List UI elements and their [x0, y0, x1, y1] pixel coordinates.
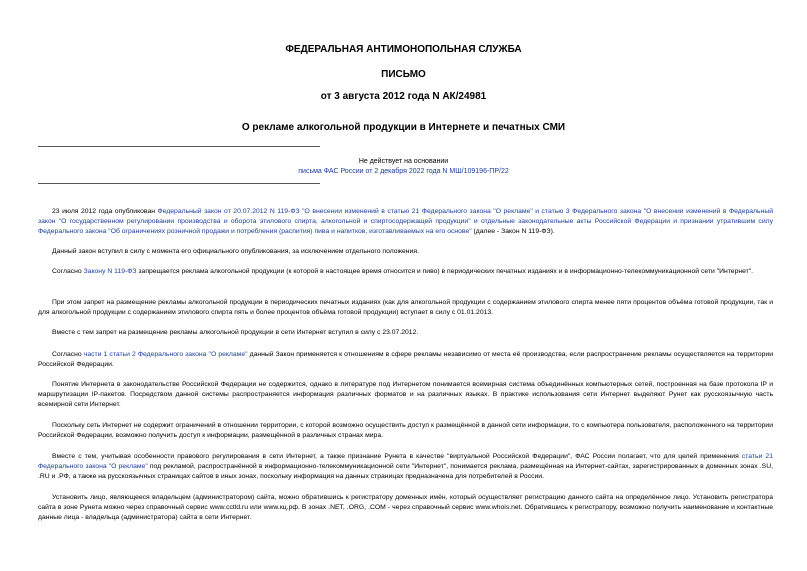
divider-bottom	[38, 183, 320, 184]
document-date-heading: от 3 августа 2012 года N АК/24981	[320, 91, 487, 102]
paragraph	[38, 207, 773, 238]
paragraph-text: запрещается реклама алкогольной продукции (к которой в настоящее время относится и пиво) в периодических печатных изданиях и в информационно-телекоммуникационной сети "Интернет".	[136, 268, 754, 275]
status-notice-link[interactable]: письма ФАС России от 2 декабря 2022 года N МШ/109196-ПР/22	[298, 168, 509, 175]
paragraph: Установить лицо, являющееся владельцем (администратором) сайта, можно обратившись к регистратору доменных имён, который осуществляет регистрацию данного сайта на определённое лицо. Установить регистратора сайта в зоне Рунета можно через справочный сервис www.cctld.ru или www.кц.рф. В зонах .NET, .ORG, .COM - через справочный сервис www.whois.net. Обратившись к регистратору, возможно получить наименование и контактные данные лица - владельца (администратора) сайта в сети Интернет.	[38, 494, 773, 522]
paragraph-text: Согласно	[52, 351, 84, 358]
divider-top	[38, 146, 320, 147]
law-link[interactable]: части 1 статьи 2 Федерального закона "О рекламе"	[83, 351, 248, 358]
paragraph-text: (далее - Закон N 119-ФЗ).	[471, 228, 555, 236]
paragraph	[38, 267, 773, 277]
paragraph-text: данный Закон применяется к отношениям в сфере рекламы независимо от места её производства, если распространение рекламы осуществляется на территории Российской Федерации.	[38, 351, 773, 369]
document-title: О рекламе алкогольной продукции в Интернете и печатных СМИ	[241, 122, 566, 133]
paragraph: Данный закон вступил в силу с момента его официального опубликования, за исключением отдельного положения.	[52, 248, 419, 255]
paragraph-text: Согласно	[52, 268, 84, 275]
agency-heading: ФЕДЕРАЛЬНАЯ АНТИМОНОПОЛЬНАЯ СЛУЖБА	[285, 44, 522, 55]
paragraph-text: под рекламой, распространённой в информационно-телекоммуникационной сети "Интернет", понимается реклама, размещённая на Интернет-сайтах, зарегистрированных в доменных зонах .SU, .RU и .РФ, а также на русскоязычных страницах сайтов в иных зонах, поскольку информация на данных страницах предназначена для потребителей в России.	[38, 463, 773, 481]
paragraph: Вместе с тем запрет на размещение рекламы алкогольной продукции в сети Интернет вступил в силу с 23.07.2012.	[52, 329, 419, 336]
law-link[interactable]: статьи 21 Федерального закона "О рекламе"	[38, 453, 773, 471]
paragraph	[38, 452, 773, 483]
status-notice: Не действует на основании	[358, 158, 449, 165]
paragraph	[38, 350, 773, 370]
paragraph: Понятие Интернета в законодательстве Российской Федерации не содержится, однако в литературе под Интернетом понимается всемирная система объединённых компьютерных сетей, построенная на базе протокола IP и маршрутизации IP-пакетов. Посредством данной системы распространяется информация различных форматов и на различных языках. В практике использования сети Интернет выделяют Рунет как русскоязычную часть всемирной сети Интернет.	[38, 381, 773, 409]
paragraph-text: 23 июля 2012 года опубликован	[52, 208, 158, 215]
law-link[interactable]: Закону N 119-ФЗ	[83, 268, 137, 275]
document-type-heading: ПИСЬМО	[381, 69, 426, 80]
paragraph-text: Вместе с тем, учитывая особенности правового регулирования в сети Интернет, а также признание Рунета в качестве "виртуальной Российской Федерации", ФАС России полагает, что для целей применения	[52, 453, 742, 460]
paragraph: Поскольку сеть Интернет не содержит ограничений в отношении территории, с которой возможно осуществить доступ к размещённой в данной сети информации, то с компьютера пользователя, расположенного на территории Российской Федерации, возможно получить доступ к информации, размещённой в различных странах мира.	[38, 422, 773, 440]
paragraph: При этом запрет на размещение рекламы алкогольной продукции в периодических печатных изданиях (как для алкогольной продукции с содержанием этилового спирта менее пяти процентов объёма готовой продукции, так и для алкогольной продукции с содержанием этилового спирта пять и более процентов объёма готовой продукции) вступает в силу с 01.01.2013.	[38, 299, 773, 317]
law-link[interactable]: Федеральный закон от 20.07.2012 N 119-ФЗ "О внесении изменений в статью 21 Федерального закона "О рекламе" и статью 3 Федерального закона "О внесении изменений в Федеральный закон "О государственном регулировании производства и оборота этилового спирта, алкогольной и спиртосодержащей продукции" и отдельные законодательные акты Российской Федерации и признании утратившим силу Федерального закона "Об ограничениях розничной продажи и потребления (распития) пива и напитков, изготавливаемых на его основе"	[38, 208, 774, 236]
